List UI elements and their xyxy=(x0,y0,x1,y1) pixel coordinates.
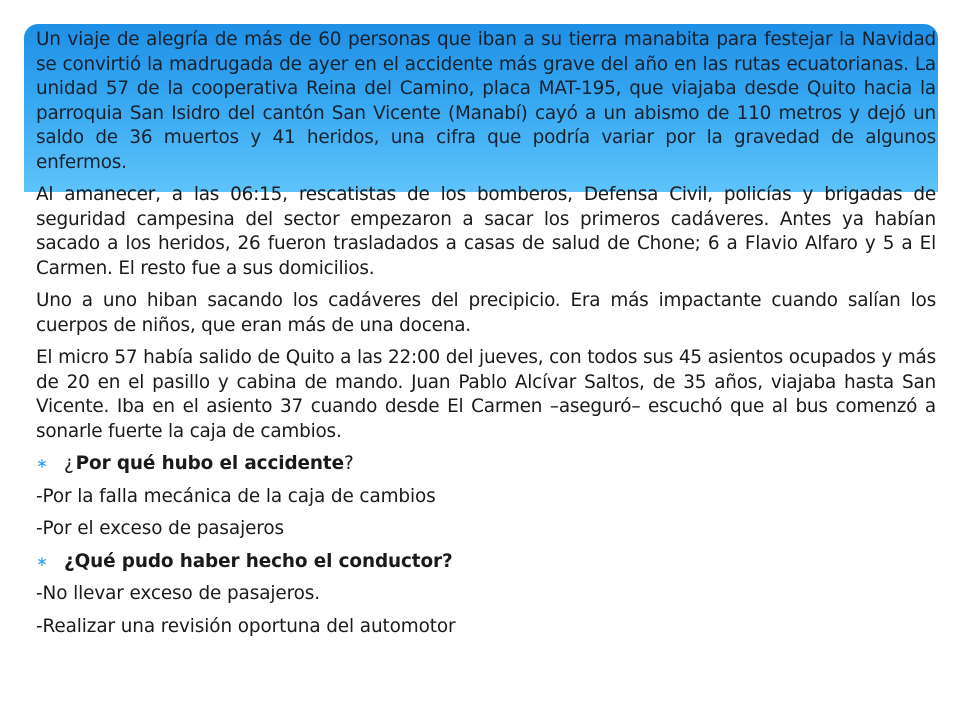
answer-2b: -Realizar una revisión oportuna del automotor xyxy=(36,615,456,637)
answer-1b: -Por el exceso de pasajeros xyxy=(36,518,284,539)
asterisk-bullet-icon: ∗ xyxy=(36,553,48,570)
question-1-tail: ? xyxy=(343,453,354,474)
answer-1a: -Por la falla mecánica de la caja de cambios xyxy=(36,485,436,507)
paragraph-4: El micro 57 había salido de Quito a las 22:00 del jueves, con todos sus 45 asientos ocupados y más de 20 en el pasillo y cabina de mando. Juan Pablo Alcívar Saltos, de 35 años, viajaba hasta San Vicente. Iba en el asiento 37 cuando desde El Carmen –aseguró– escuchó que al bus comenzó a sonarle fuerte la caja de cambios. xyxy=(36,347,936,442)
question-2-bold: ¿Qué pudo haber hecho el conductor? xyxy=(64,550,453,572)
bullet-question-2 xyxy=(36,550,936,575)
paragraph-3: Uno a uno hiban sacando los cadáveres del precipicio. Era más impactante cuando salían los cuerpos de niños, que eran más de una docena. xyxy=(36,290,936,336)
paragraph-2: Al amanecer, a las 06:15, rescatistas de los bomberos, Defensa Civil, policías y brigadas de seguridad campesina del sector empezaron a sacar los primeros cadáveres. Antes ya habían sacado a los heridos, 26 fueron trasladados a casas de salud de Chone; 6 a Flavio Alfaro y 5 a El Carmen. El resto fue a sus domicilios. xyxy=(36,184,936,279)
asterisk-bullet-icon: ∗ xyxy=(36,456,48,472)
paragraph-1: Un viaje de alegría de más de 60 personas que iban a su tierra manabita para festejar la Navidad se convirtió la madrugada de ayer en el accidente más grave del año en las rutas ecuatorianas. La unidad 57 de la cooperativa Reina del Camino, placa MAT-195, que viajaba desde Quito hacia la parroquia San Isidro del cantón San Vicente (Manabí) cayó a un abismo de 110 metros y dejó un saldo de 36 muertos y 41 heridos, una cifra que podría variar por la gravedad de algunos enfermos. xyxy=(36,29,936,173)
question-1-lead: ¿ xyxy=(64,453,74,474)
slide-content xyxy=(36,28,936,639)
bullet-question-1 xyxy=(36,452,936,477)
answer-2a: -No llevar exceso de pasajeros. xyxy=(36,583,321,604)
question-1-bold: Por qué hubo el accidente xyxy=(75,453,344,474)
